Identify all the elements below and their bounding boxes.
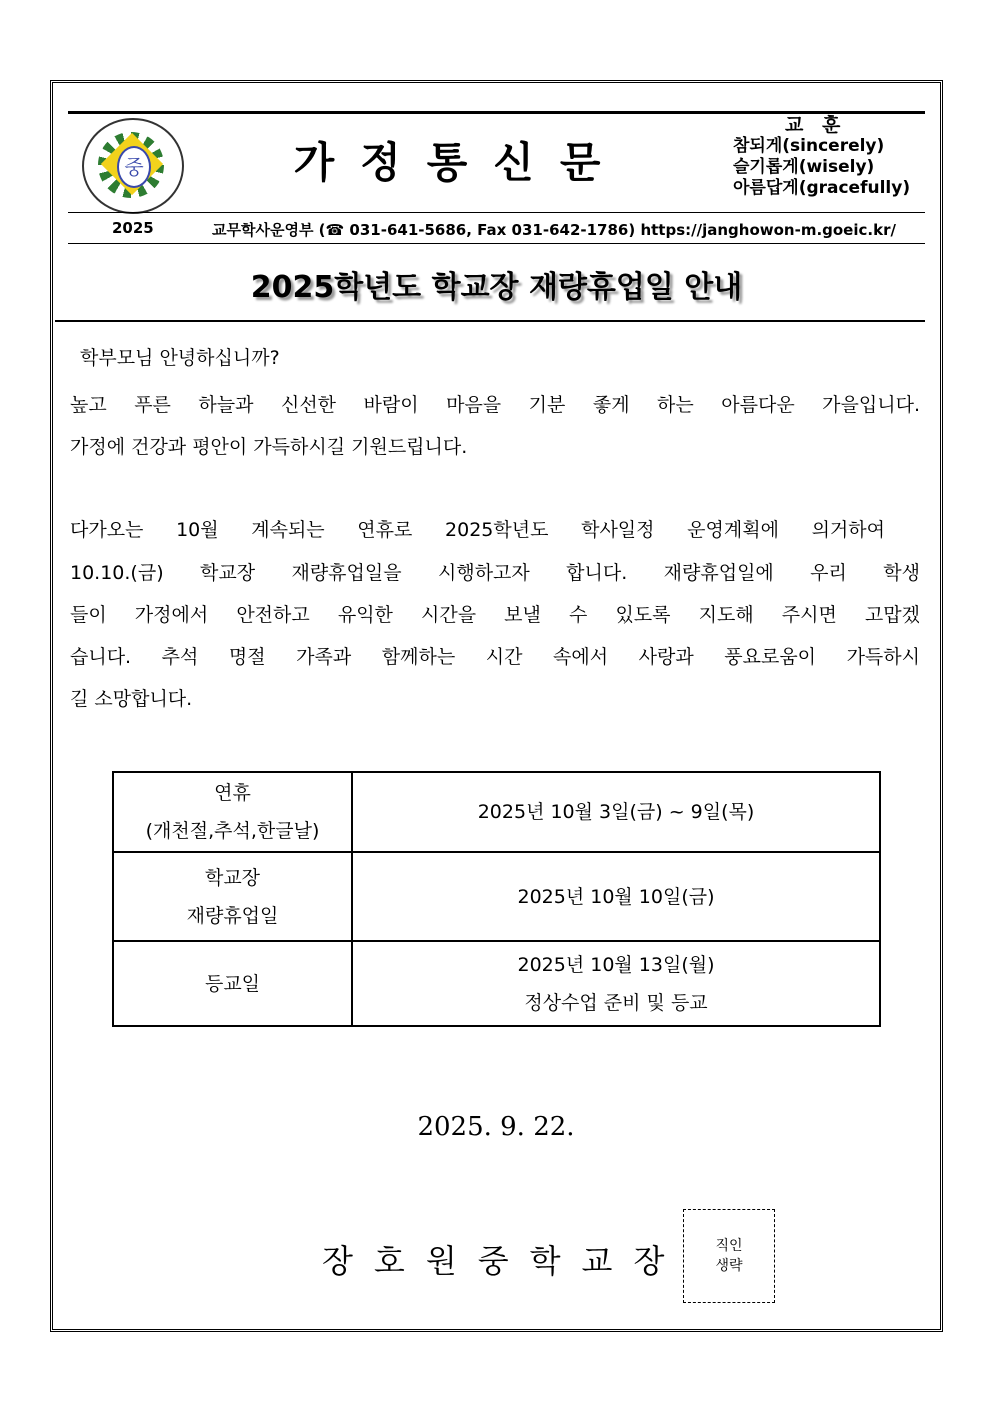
table-row bbox=[113, 772, 880, 852]
logo-char: 중 bbox=[117, 146, 151, 188]
divider bbox=[68, 212, 925, 213]
table-row bbox=[113, 852, 880, 941]
paragraph-line: 길 소망합니다. bbox=[70, 688, 193, 710]
divider bbox=[68, 243, 925, 244]
motto-heading: 교 훈 bbox=[785, 114, 847, 136]
paragraph-line: 높고 푸른 하늘과 신선한 바람이 마음을 기분 좋게 하는 아름다운 가을입니다. bbox=[70, 394, 920, 416]
row-value: 2025년 10월 3일(금) ~ 9일(목) bbox=[352, 772, 880, 852]
stamp-text: 직인 bbox=[715, 1238, 743, 1254]
row-label: 등교일 bbox=[113, 941, 352, 1026]
stamp-box bbox=[683, 1209, 775, 1303]
school-logo bbox=[82, 118, 184, 214]
row-value: 2025년 10월 13일(월) 정상수업 준비 및 등교 bbox=[352, 941, 880, 1026]
paragraph-line: 다가오는 10월 계속되는 연휴로 2025학년도 학사일정 운영계획에 의거하여 bbox=[70, 519, 885, 541]
paragraph-line: 10.10.(금) 학교장 재량휴업일을 시행하고자 합니다. 재량휴업일에 우리 학생 bbox=[70, 562, 920, 584]
schedule-table bbox=[112, 771, 881, 1027]
document-heading: 2025학년도 학교장 재량휴업일 안내 bbox=[250, 270, 743, 305]
department-contact: 교무학사운영부 (☎ 031-641-5686, Fax 031-642-1786) https://janghowon-m.goeic.kr/ bbox=[212, 221, 896, 239]
year: 2025 bbox=[112, 219, 154, 237]
stamp-text: 생략 bbox=[715, 1258, 743, 1274]
paragraph-line: 습니다. 추석 명절 가족과 함께하는 시간 속에서 사랑과 풍요로움이 가득하시 bbox=[70, 646, 920, 668]
motto-item: 참되게(sincerely) bbox=[733, 136, 885, 156]
issue-date: 2025. 9. 22. bbox=[417, 1112, 575, 1142]
school-motto bbox=[733, 115, 910, 199]
motto-item: 아름답게(gracefully) bbox=[733, 178, 911, 198]
divider bbox=[55, 320, 925, 322]
row-label: 학교장 재량휴업일 bbox=[113, 852, 352, 941]
row-value: 2025년 10월 10일(금) bbox=[352, 852, 880, 941]
newsletter-title: 가정통신문 bbox=[293, 138, 627, 187]
signature: 장호원중학교장 bbox=[322, 1242, 686, 1280]
paragraph-line: 가정에 건강과 평안이 가득하시길 기원드립니다. bbox=[70, 436, 468, 458]
motto-item: 슬기롭게(wisely) bbox=[733, 157, 875, 177]
greeting: 학부모님 안녕하십니까? bbox=[80, 347, 280, 369]
paragraph-line: 들이 가정에서 안전하고 유익한 시간을 보낼 수 있도록 지도해 주시면 고맙겠 bbox=[70, 604, 920, 626]
table-row bbox=[113, 941, 880, 1026]
row-label: 연휴 (개천절,추석,한글날) bbox=[113, 772, 352, 852]
